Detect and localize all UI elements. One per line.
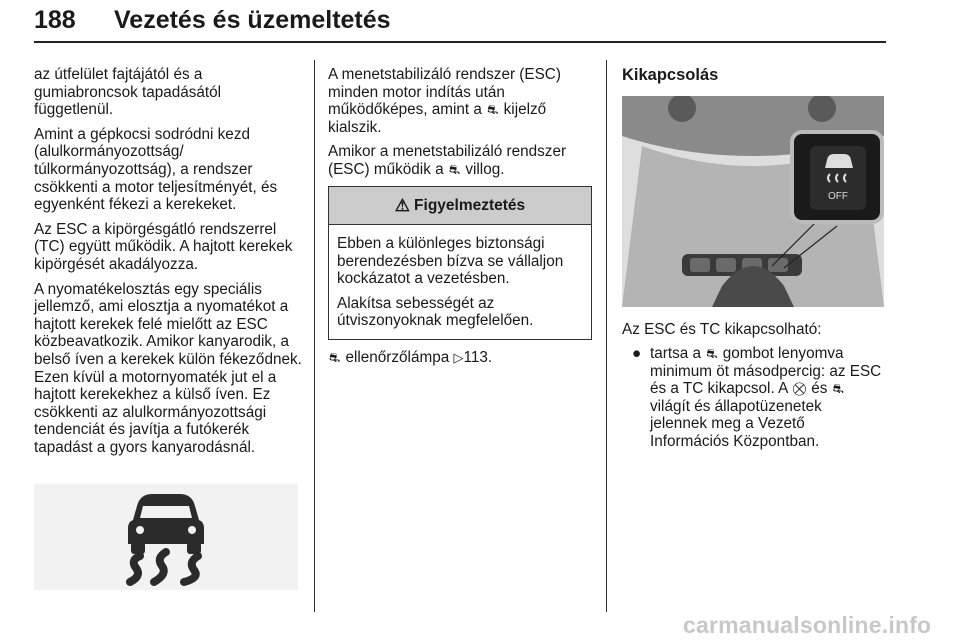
- header-rule: [34, 41, 886, 43]
- console-photo: [622, 96, 884, 307]
- paragraph: Amint a gépkocsi sodródni kezd (alulkormányozottság/ túlkormányozottság), a rendszer csökkenti a motor teljesítményét, és egyenként fékezi a kerekeket.: [34, 125, 278, 214]
- warning-title: Figyelmeztetés: [414, 196, 526, 214]
- warning-paragraph: Alakítsa sebességét az útviszonyoknak megfelelően.: [337, 294, 534, 330]
- paragraph: Amikor a menetstabilizáló rendszer (ESC) működik a ⛐ villog.: [328, 143, 567, 178]
- bullet-text: tartsa a ⛐ gombot lenyomva minimum öt másodpercig: az ESC és a TC kikapcsol. A ⛒ és ⛐ világít és állapotüzenetek jelennek meg a Vezető Információs Központban.: [650, 345, 882, 450]
- esc-warning-icon: ⛐: [448, 161, 461, 177]
- bullet-item: [632, 345, 882, 451]
- page-number: 188: [34, 6, 76, 34]
- section-title: Vezetés és üzemeltetés: [114, 6, 391, 34]
- paragraph: A menetstabilizáló rendszer (ESC) minden motor indítás után működőképes, amint a ⛐ kijelző kialszik.: [328, 66, 561, 136]
- column-divider-2: [606, 60, 607, 612]
- column-1: [34, 66, 304, 463]
- esc-off-icon: ⛒: [792, 381, 806, 397]
- page-reference[interactable]: 113.: [463, 349, 493, 366]
- page-ref-arrow-icon: ▷: [453, 350, 464, 365]
- column-2: [328, 66, 594, 186]
- paragraph: az útfelület fajtájától és a gumiabroncsok tapadásától függetlenül.: [34, 66, 222, 119]
- section-heading: Kikapcsolás: [622, 66, 719, 84]
- paragraph: A nyomatékelosztás egy speciális jellemző, ami elosztja a nyomatékot a hajtott kerekek felé mielőtt az ESC közbeavatkozik. Amikor kanyarodik, a belső íven a kerekek külön fékeződnek. Ezen kívül a motornyomaték jut el a hajtott kerekekhez a külső íven. Ez csökkenti az alulkormányozottsági tendenciát és javítja a futókerék tapadást a gyors kanyarodásnál.: [34, 280, 302, 456]
- warning-body: [329, 225, 591, 330]
- cross-reference: ⛐ ellenőrzőlámpa ▷113.: [329, 349, 493, 366]
- warning-header: [329, 187, 591, 225]
- esc-warning-icon: ⛐: [487, 102, 499, 118]
- traction-control-icon: ⛐: [832, 381, 844, 397]
- esc-button-icon: ⛐: [706, 346, 718, 361]
- page-header: [34, 6, 886, 46]
- column-divider-1: [314, 60, 315, 612]
- skidding-car-icon: [34, 484, 298, 590]
- paragraph: Az ESC a kipörgésgátló rendszerrel (TC) együtt működik. A hajtott kerekek kipörgését akadályozza.: [34, 220, 293, 273]
- esc-off-label: OFF: [828, 191, 848, 202]
- watermark: carmanualsonline.info: [683, 612, 932, 638]
- warning-triangle-icon: ⚠: [394, 195, 411, 215]
- esc-warning-icon: ⛐: [329, 350, 341, 365]
- esc-symbol-illustration: [34, 484, 298, 590]
- bullet-dot: ●: [632, 345, 642, 362]
- warning-paragraph: Ebben a különleges biztonsági berendezésben bízva se vállaljon kockázatot a vezetésben.: [337, 235, 564, 288]
- caption: Az ESC és TC kikapcsolható:: [622, 321, 822, 338]
- warning-box: [328, 186, 592, 340]
